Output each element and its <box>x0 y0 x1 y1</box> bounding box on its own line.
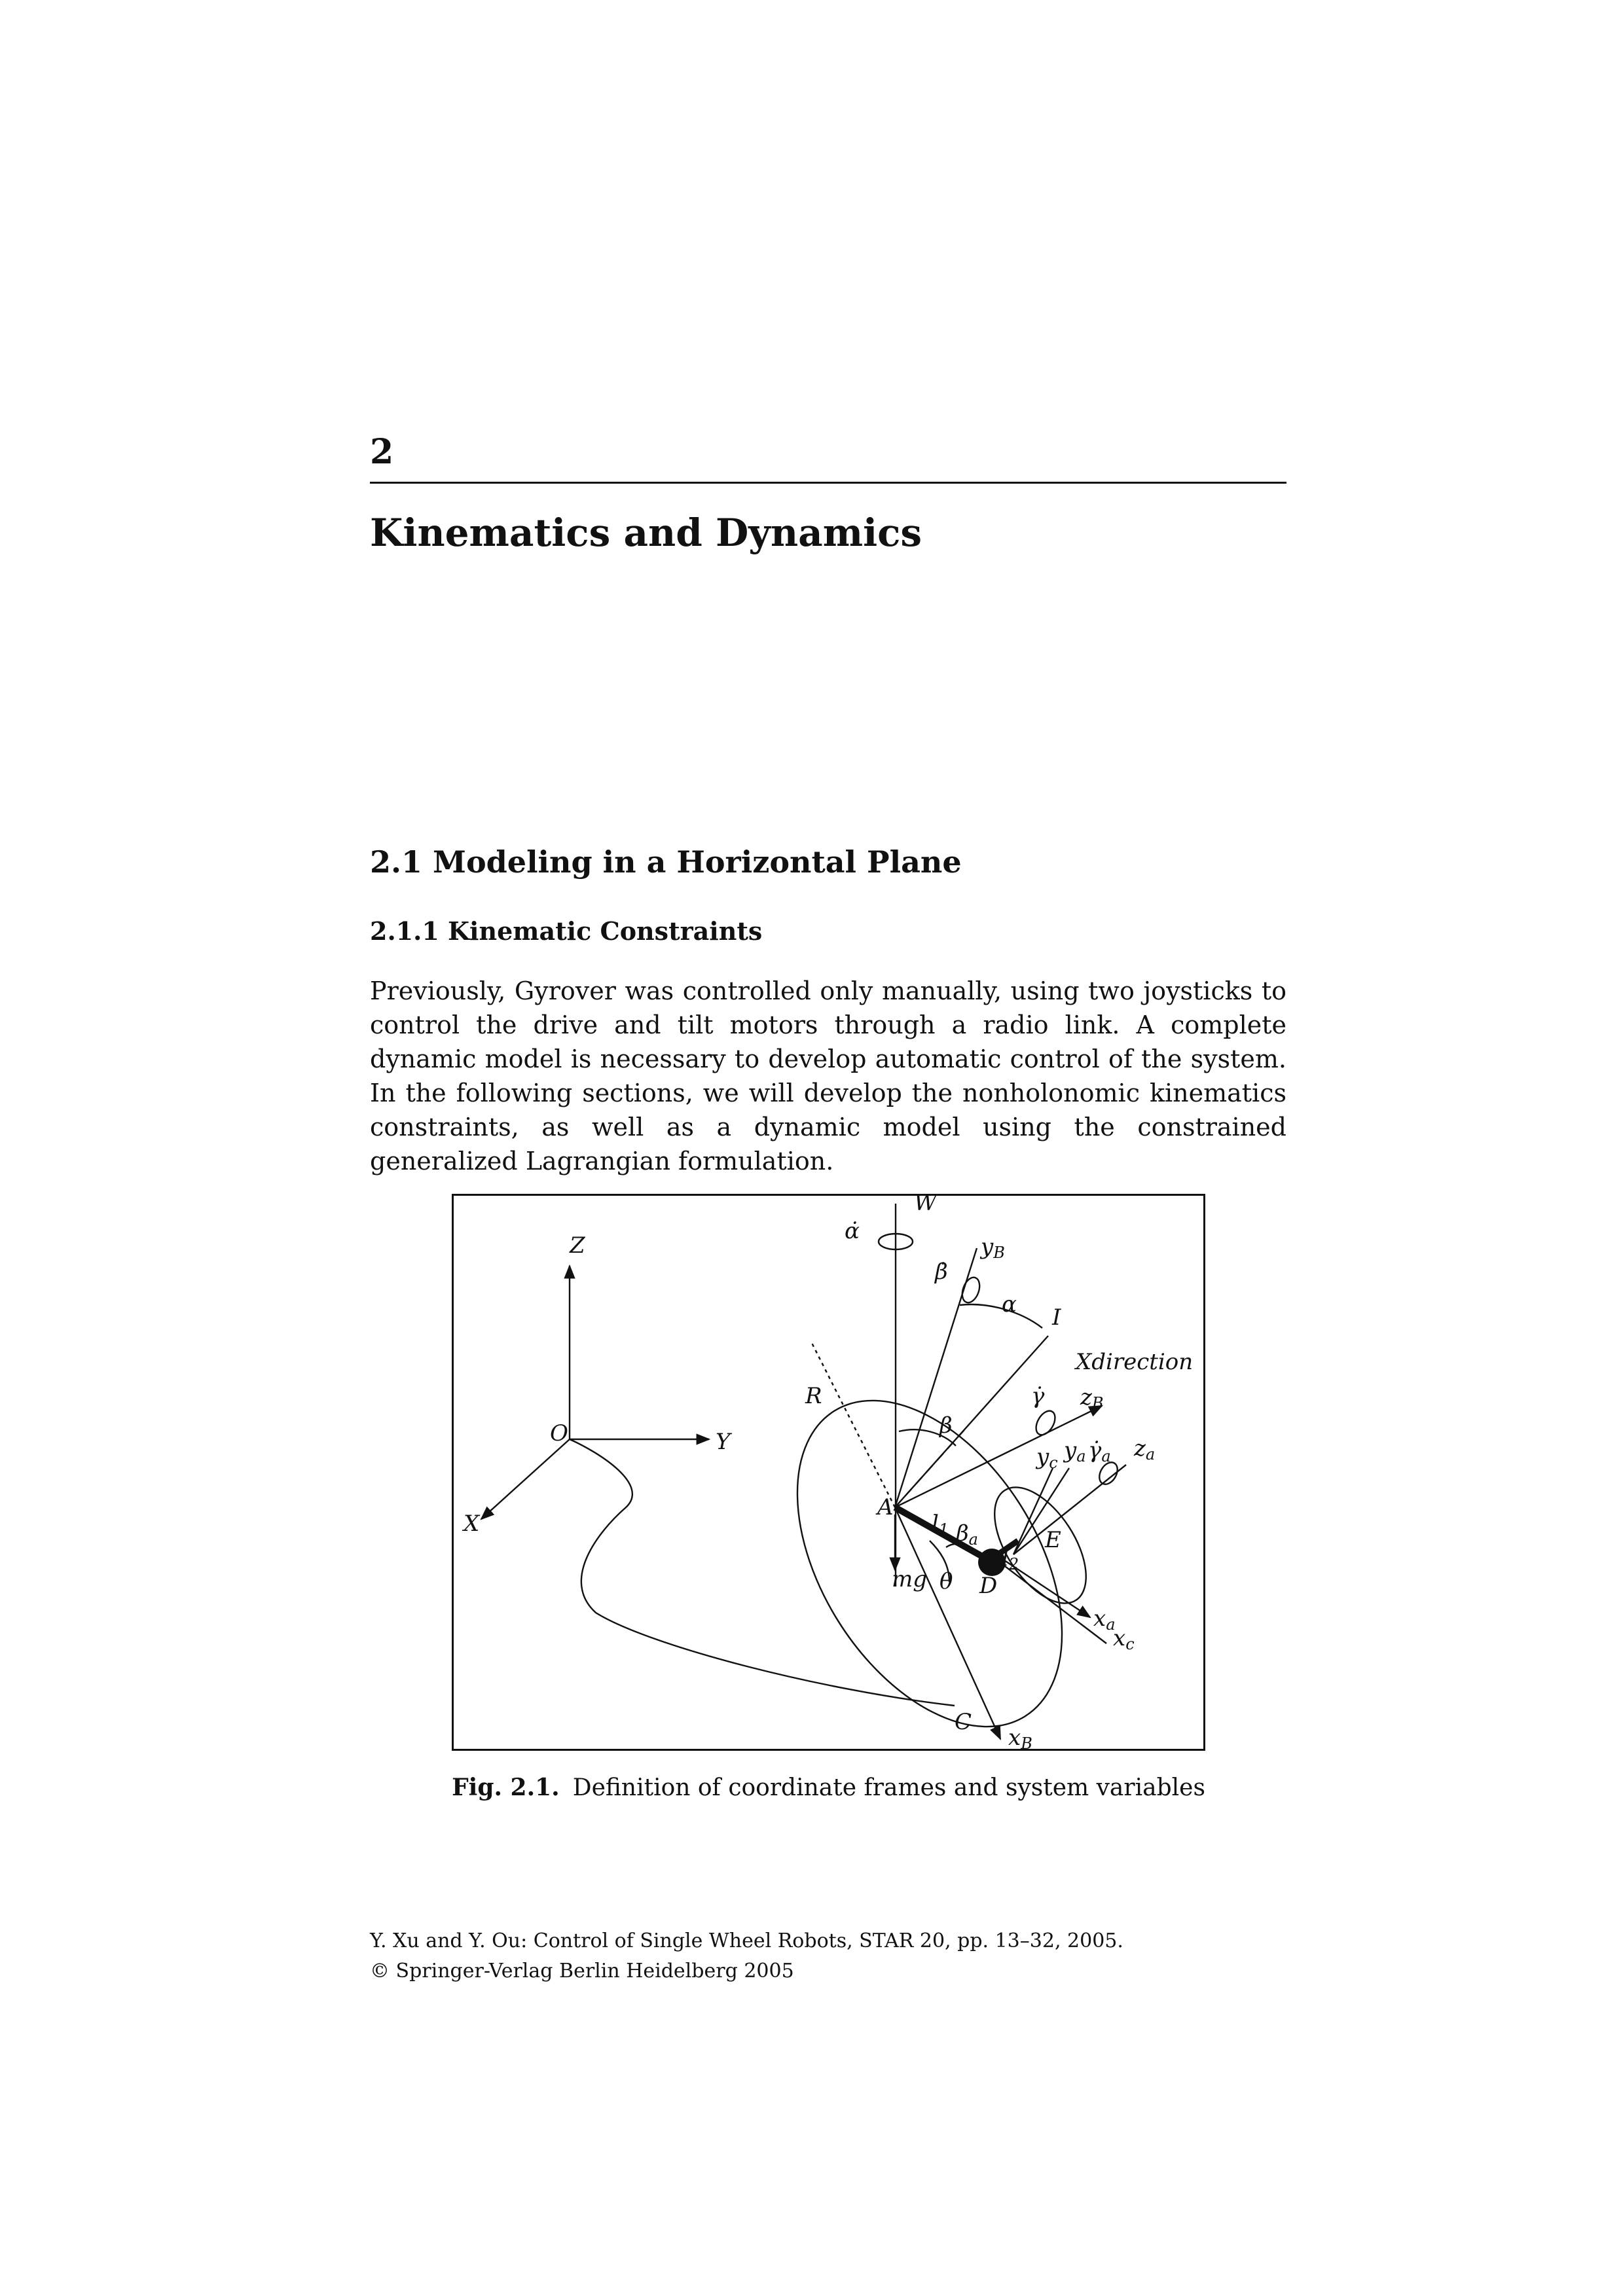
label-i: I <box>1052 1304 1061 1331</box>
figure-frame <box>452 1194 1205 1751</box>
radius-line <box>811 1340 895 1507</box>
label-x-direction: Xdirection <box>1076 1349 1194 1375</box>
label-xc: xc <box>1113 1625 1135 1653</box>
yb-axis <box>895 1248 977 1507</box>
subsection-title: 2.1.1 Kinematic Constraints <box>370 916 763 946</box>
chapter-rule <box>370 482 1286 484</box>
figure-label: Fig. 2.1. <box>452 1774 560 1801</box>
za-axis <box>1013 1465 1126 1554</box>
label-r: R <box>805 1383 822 1409</box>
label-beta: β <box>939 1412 953 1439</box>
label-alpha-dot: α̇ <box>845 1218 860 1244</box>
label-za: za <box>1134 1435 1156 1463</box>
label-ya: ya <box>1064 1437 1086 1465</box>
label-gamma-dot: γ̇ <box>1031 1383 1045 1409</box>
figure-caption <box>452 1774 1205 1802</box>
label-theta: θ <box>939 1568 953 1594</box>
label-l1: l1 <box>932 1511 949 1539</box>
label-beta-a: βa <box>956 1520 978 1549</box>
body-paragraph: Previously, Gyrover was controlled only manually, using two joysticks to control the drive and tilt motors through a radio link. A complete dynamic model is necessary to develop automatic control of the system. In the following sections, we will develop the nonholonomic kinematics constraints, as well as a dynamic model using the constrained generalized Lagrangian formulation. <box>370 977 1286 1175</box>
label-beta-dot: β̇ <box>935 1259 948 1285</box>
label-gammaa-dot: γ̇a <box>1088 1437 1111 1465</box>
x-axis <box>481 1439 570 1519</box>
label-e: E <box>1045 1527 1061 1553</box>
label-d: D <box>979 1573 998 1599</box>
label-o: O <box>550 1420 568 1446</box>
label-l2: l2 <box>1002 1545 1019 1573</box>
label-a: A <box>877 1494 894 1520</box>
footer-citation: Y. Xu and Y. Ou: Control of Single Wheel Robots, STAR 20, pp. 13–32, 2005. <box>370 1929 1123 1952</box>
label-y: Y <box>716 1429 731 1455</box>
chapter-number: 2 <box>370 432 394 472</box>
beta-dot-rotation-icon <box>959 1275 983 1305</box>
footer-copyright: © Springer-Verlag Berlin Heidelberg 2005 <box>370 1960 794 1982</box>
label-mg: mg <box>892 1566 928 1592</box>
label-xa: xa <box>1093 1605 1116 1634</box>
label-alpha: α <box>1002 1291 1017 1318</box>
label-xb: xB <box>1008 1725 1032 1751</box>
section-title: 2.1 Modeling in a Horizontal Plane <box>370 844 962 880</box>
label-yb: yB <box>981 1234 1005 1262</box>
label-w: W <box>914 1194 937 1216</box>
label-c: C <box>955 1709 972 1735</box>
label-x: X <box>464 1511 480 1537</box>
chapter-title: Kinematics and Dynamics <box>370 511 922 555</box>
figure-caption-text: Definition of coordinate frames and system variables <box>572 1774 1205 1801</box>
alpha-arc <box>960 1304 1042 1328</box>
label-yc: yc <box>1036 1444 1058 1472</box>
label-zb: zB <box>1080 1384 1104 1412</box>
label-z: Z <box>570 1232 585 1259</box>
gamma-dot-rotation-icon <box>1032 1408 1059 1439</box>
figure-diagram <box>452 1194 1205 1751</box>
